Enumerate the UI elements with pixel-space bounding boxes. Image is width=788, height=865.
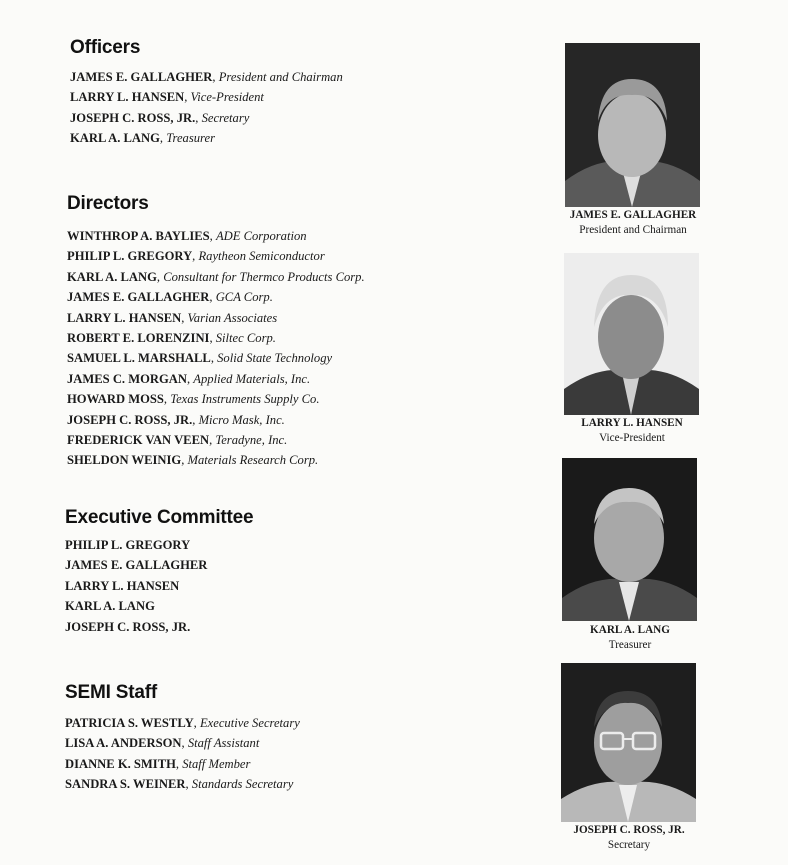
portrait-photo-hansen <box>564 253 699 415</box>
list-item: PHILIP L. GREGORY <box>65 538 191 552</box>
entry-role: Solid State Technology <box>217 351 333 366</box>
list-item: JAMES E. GALLAGHER <box>65 558 208 573</box>
entry-name: JAMES C. MORGAN <box>67 371 187 386</box>
list-item: KARL A. LANG, Treasurer <box>70 131 215 146</box>
entry-role: Raytheon Semiconductor <box>198 249 325 264</box>
entry-name: PHILIP L. GREGORY <box>67 249 193 264</box>
entry-role: Standards Secretary <box>191 777 294 792</box>
entry-name: LARRY L. HANSEN <box>67 310 182 325</box>
entry-name: JOSEPH C. ROSS, JR. <box>70 110 196 125</box>
entry-role: Executive Secretary <box>199 716 300 730</box>
list-item: LARRY L. HANSEN, Varian Associates <box>67 310 278 325</box>
list-item: JOSEPH C. ROSS, JR. <box>65 619 191 634</box>
section-heading-executive-committee: Executive Committee <box>65 507 254 528</box>
section-heading-semi-staff: SEMI Staff <box>65 682 157 703</box>
portrait-title: Vice-President <box>599 432 665 444</box>
executive-committee-section <box>65 507 253 637</box>
entry-role: Materials Research Corp. <box>187 453 319 468</box>
portrait-name: LARRY L. HANSEN <box>581 417 683 429</box>
list-item: JOSEPH C. ROSS, JR., Secretary <box>70 110 250 125</box>
entry-role: ADE Corporation <box>215 229 307 243</box>
portrait-caption <box>543 208 723 238</box>
executive-list <box>65 535 253 637</box>
list-item: LARRY L. HANSEN, Vice-President <box>70 90 264 105</box>
entry-role: Consultant for Thermco Products Corp. <box>163 269 365 284</box>
section-heading-directors: Directors <box>67 193 149 214</box>
entry-role: Staff Assistant <box>187 736 260 751</box>
portrait-caption <box>540 623 720 653</box>
entry-name: SHELDON WEINIG <box>67 453 182 468</box>
list-item: SAMUEL L. MARSHALL, Solid State Technology <box>67 351 333 366</box>
officers-list <box>70 67 343 149</box>
entry-name: PATRICIA S. WESTLY <box>65 716 194 730</box>
portrait-caption <box>539 823 719 853</box>
portrait-name: JAMES E. GALLAGHER <box>569 209 697 221</box>
entry-name: JAMES E. GALLAGHER <box>67 290 210 305</box>
list-item: SHELDON WEINIG, Materials Research Corp. <box>67 453 319 468</box>
entry-role: Teradyne, Inc. <box>215 433 288 448</box>
entry-role: Secretary <box>201 110 250 125</box>
entry-name: LISA A. ANDERSON <box>65 736 182 751</box>
list-item: FREDERICK VAN VEEN, Teradyne, Inc. <box>67 433 288 448</box>
entry-role: Micro Mask, Inc. <box>198 412 285 427</box>
portrait-caption <box>542 416 722 446</box>
entry-role: President and Chairman <box>218 70 343 84</box>
entry-name: JAMES E. GALLAGHER <box>70 70 213 84</box>
list-item: PATRICIA S. WESTLY, Executive Secretary <box>65 716 300 730</box>
entry-role: Vice-President <box>190 90 264 105</box>
list-item: PHILIP L. GREGORY, Raytheon Semiconductor <box>67 249 325 264</box>
portrait-title: Treasurer <box>608 639 652 651</box>
entry-role: Siltec Corp. <box>215 331 276 346</box>
portrait-photo-ross <box>561 663 696 822</box>
portrait-title: President and Chairman <box>579 224 687 236</box>
entry-role: Varian Associates <box>187 310 278 325</box>
list-item: SANDRA S. WEINER, Standards Secretary <box>65 777 294 792</box>
list-item: WINTHROP A. BAYLIES, ADE Corporation <box>67 229 307 243</box>
section-heading-officers: Officers <box>70 37 141 58</box>
list-item: KARL A. LANG <box>65 599 155 614</box>
entry-name: JOSEPH C. ROSS, JR. <box>67 412 193 427</box>
entry-role: Texas Instruments Supply Co. <box>170 392 320 407</box>
list-item: KARL A. LANG, Consultant for Thermco Products Corp. <box>67 269 365 284</box>
entry-name: ROBERT E. LORENZINI <box>67 331 210 346</box>
entry-name: KARL A. LANG <box>70 131 160 146</box>
semi-staff-section <box>65 682 300 795</box>
entry-name: HOWARD MOSS <box>67 392 164 407</box>
entry-role: Staff Member <box>182 756 251 771</box>
list-item: JOSEPH C. ROSS, JR., Micro Mask, Inc. <box>67 412 285 427</box>
entry-name: WINTHROP A. BAYLIES <box>67 229 210 243</box>
entry-name: FREDERICK VAN VEEN <box>67 433 210 448</box>
portrait-photo-gallagher <box>565 43 700 207</box>
list-item: JAMES E. GALLAGHER, GCA Corp. <box>67 290 273 305</box>
directors-list <box>67 226 365 471</box>
officers-section <box>70 37 343 149</box>
entry-name: DIANNE K. SMITH <box>65 756 176 771</box>
entry-name: LARRY L. HANSEN <box>70 90 185 105</box>
entry-name: KARL A. LANG <box>67 269 157 284</box>
list-item: DIANNE K. SMITH, Staff Member <box>65 756 251 771</box>
list-item: ROBERT E. LORENZINI, Siltec Corp. <box>67 331 276 346</box>
portrait-title: Secretary <box>607 839 651 851</box>
list-item: JAMES C. MORGAN, Applied Materials, Inc. <box>67 371 311 386</box>
portrait-photo-lang <box>562 458 697 621</box>
directors-section <box>67 193 365 471</box>
entry-name: SANDRA S. WEINER <box>65 777 186 792</box>
entry-name: SAMUEL L. MARSHALL <box>67 351 211 366</box>
list-item: LISA A. ANDERSON, Staff Assistant <box>65 736 260 751</box>
list-item: HOWARD MOSS, Texas Instruments Supply Co. <box>67 392 320 407</box>
entry-role: GCA Corp. <box>215 290 273 305</box>
portrait-name: KARL A. LANG <box>590 624 670 636</box>
portrait-name: JOSEPH C. ROSS, JR. <box>573 824 685 836</box>
entry-role: Treasurer <box>166 131 215 146</box>
entry-role: Applied Materials, Inc. <box>193 371 311 386</box>
staff-list <box>65 713 300 795</box>
list-item: JAMES E. GALLAGHER, President and Chairman <box>70 70 343 84</box>
list-item: LARRY L. HANSEN <box>65 578 180 593</box>
